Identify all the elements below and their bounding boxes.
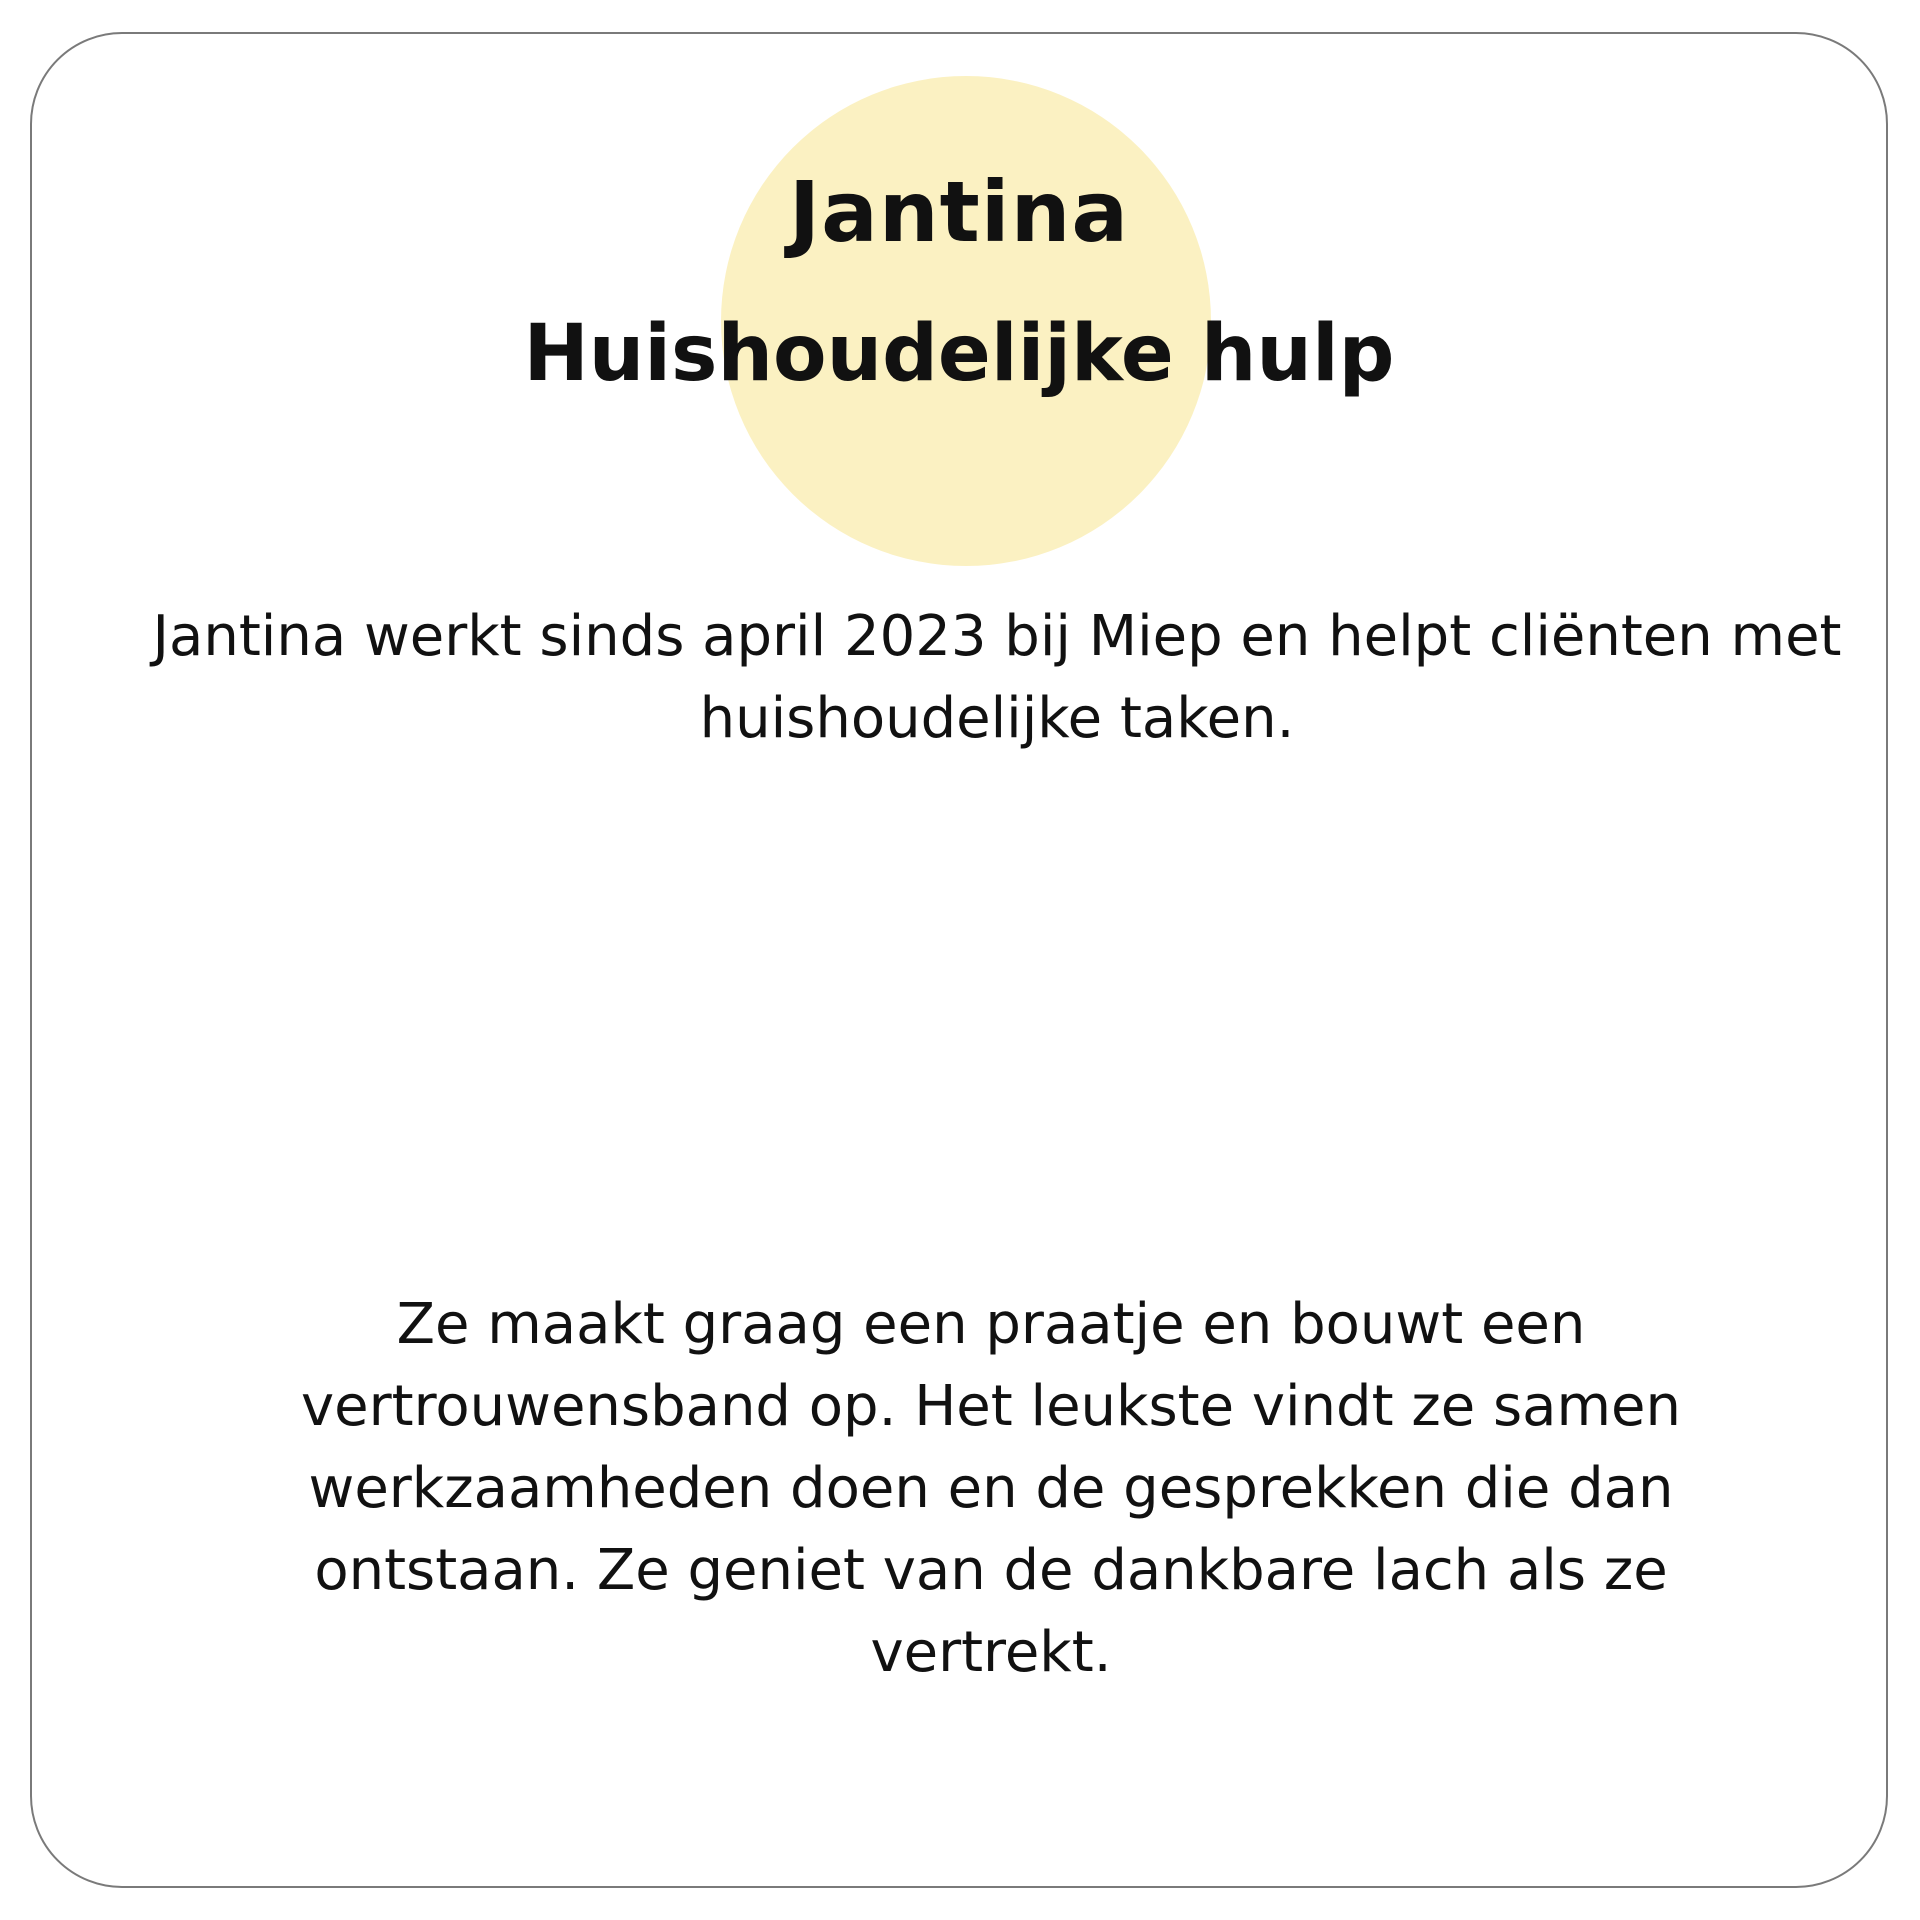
profile-role: Huishoudelijke hulp (523, 309, 1395, 399)
profile-intro: Jantina werkt sinds april 2023 bij Miep en helpt cliënten met huishoudelijke taken. (152, 604, 1842, 751)
profile-card (30, 32, 1888, 1888)
profile-bio: Ze maakt graag een praatje en bouwt een vertrouwensband op. Het leukste vindt ze samen werkzaamheden doen en de gesprekken die dan ontstaan. Ze geniet van de dankbare lach als ze vertrekt. (301, 1292, 1681, 1685)
profile-name: Jantina (788, 163, 1130, 261)
